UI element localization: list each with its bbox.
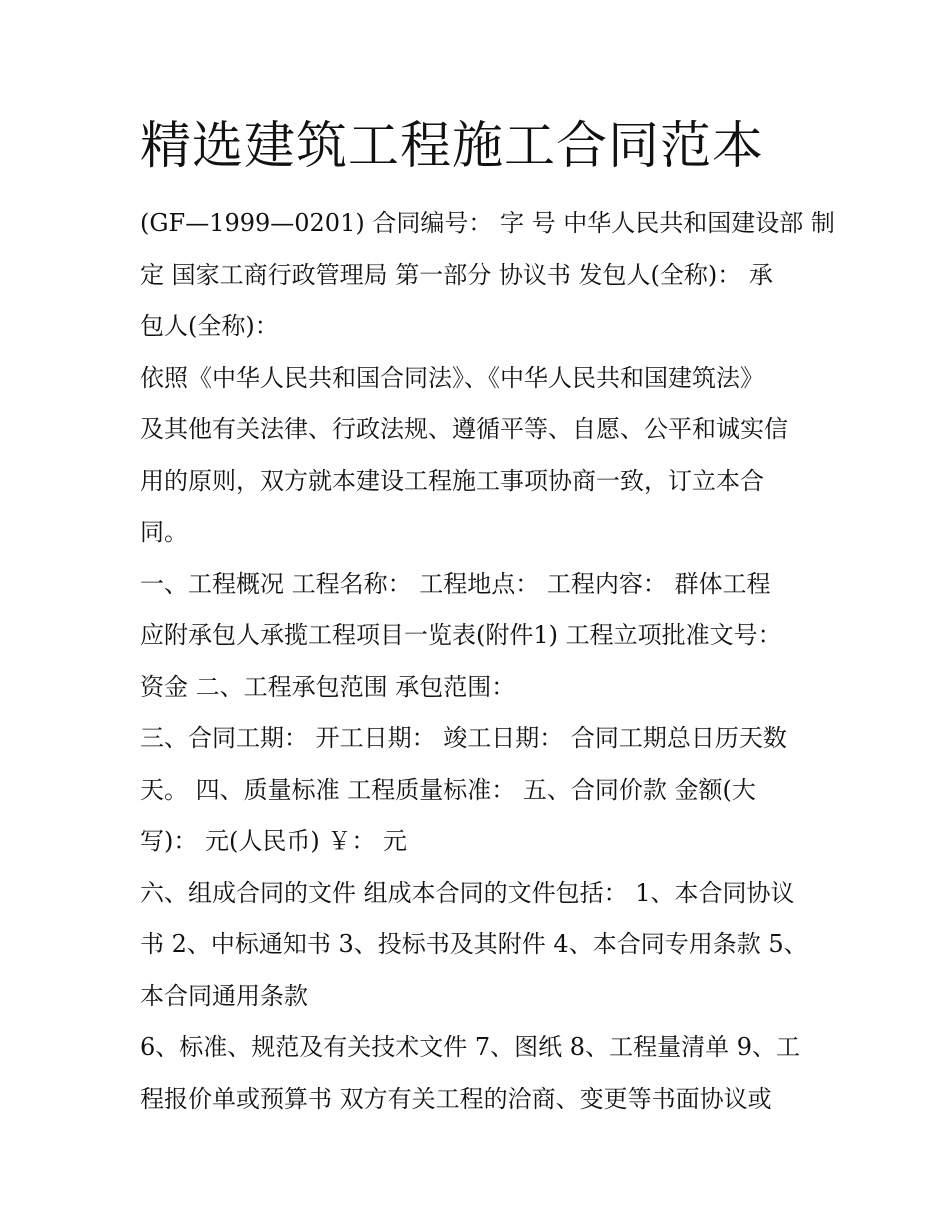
paragraph-contract-period xyxy=(140,713,820,868)
text-line: 三、合同工期： 开工日期： 竣工日期： 合同工期总日历天数 xyxy=(140,724,787,752)
paragraph-project-overview xyxy=(140,559,820,714)
document-title: 精选建筑工程施工合同范本 xyxy=(140,117,765,176)
document-body xyxy=(140,198,835,1125)
text-line: (GF—1999—0201) 合同编号： 字 号 中华人民共和国建设部 制 xyxy=(140,209,835,237)
text-line: 依照《中华人民共和国合同法》、《中华人民共和国建筑法》 xyxy=(140,363,764,392)
text-line: 包人(全称)： xyxy=(140,312,279,340)
text-line: 程报价单或预算书 双方有关工程的洽商、变更等书面协议或 xyxy=(140,1084,772,1113)
text-line: 同。 xyxy=(140,518,188,546)
text-line: 天。 四、质量标准 工程质量标准： 五、合同价款 金额(大 xyxy=(140,775,756,804)
text-line: 书 2、中标通知书 3、投标书及其附件 4、本合同专用条款 5、 xyxy=(140,930,808,958)
paragraph-contract-documents xyxy=(140,868,820,1023)
text-line: 及其他有关法律、行政法规、遵循平等、自愿、公平和诚实信 xyxy=(140,415,788,443)
text-line: 6、标准、规范及有关技术文件 7、图纸 8、工程量清单 9、工 xyxy=(140,1033,800,1061)
paragraph-header-info xyxy=(140,198,835,353)
text-line: 应附承包人承揽工程项目一览表(附件1) 工程立项批准文号： xyxy=(140,621,782,649)
text-line: 定 国家工商行政管理局 第一部分 协议书 发包人(全称)： 承 xyxy=(140,260,773,289)
text-line: 资金 二、工程承包范围 承包范围： xyxy=(140,672,516,701)
text-line: 一、工程概况 工程名称： 工程地点： 工程内容： 群体工程 xyxy=(140,569,771,598)
text-line: 六、组成合同的文件 组成本合同的文件包括： 1、本合同协议 xyxy=(140,878,795,907)
text-line: 本合同通用条款 xyxy=(140,981,308,1010)
paragraph-document-list xyxy=(140,1022,820,1125)
text-line: 用的原则，双方就本建设工程施工事项协商一致，订立本合 xyxy=(140,466,764,495)
paragraph-preamble xyxy=(140,353,820,559)
text-line: 写)： 元(人民币) ￥： 元 xyxy=(140,827,407,855)
